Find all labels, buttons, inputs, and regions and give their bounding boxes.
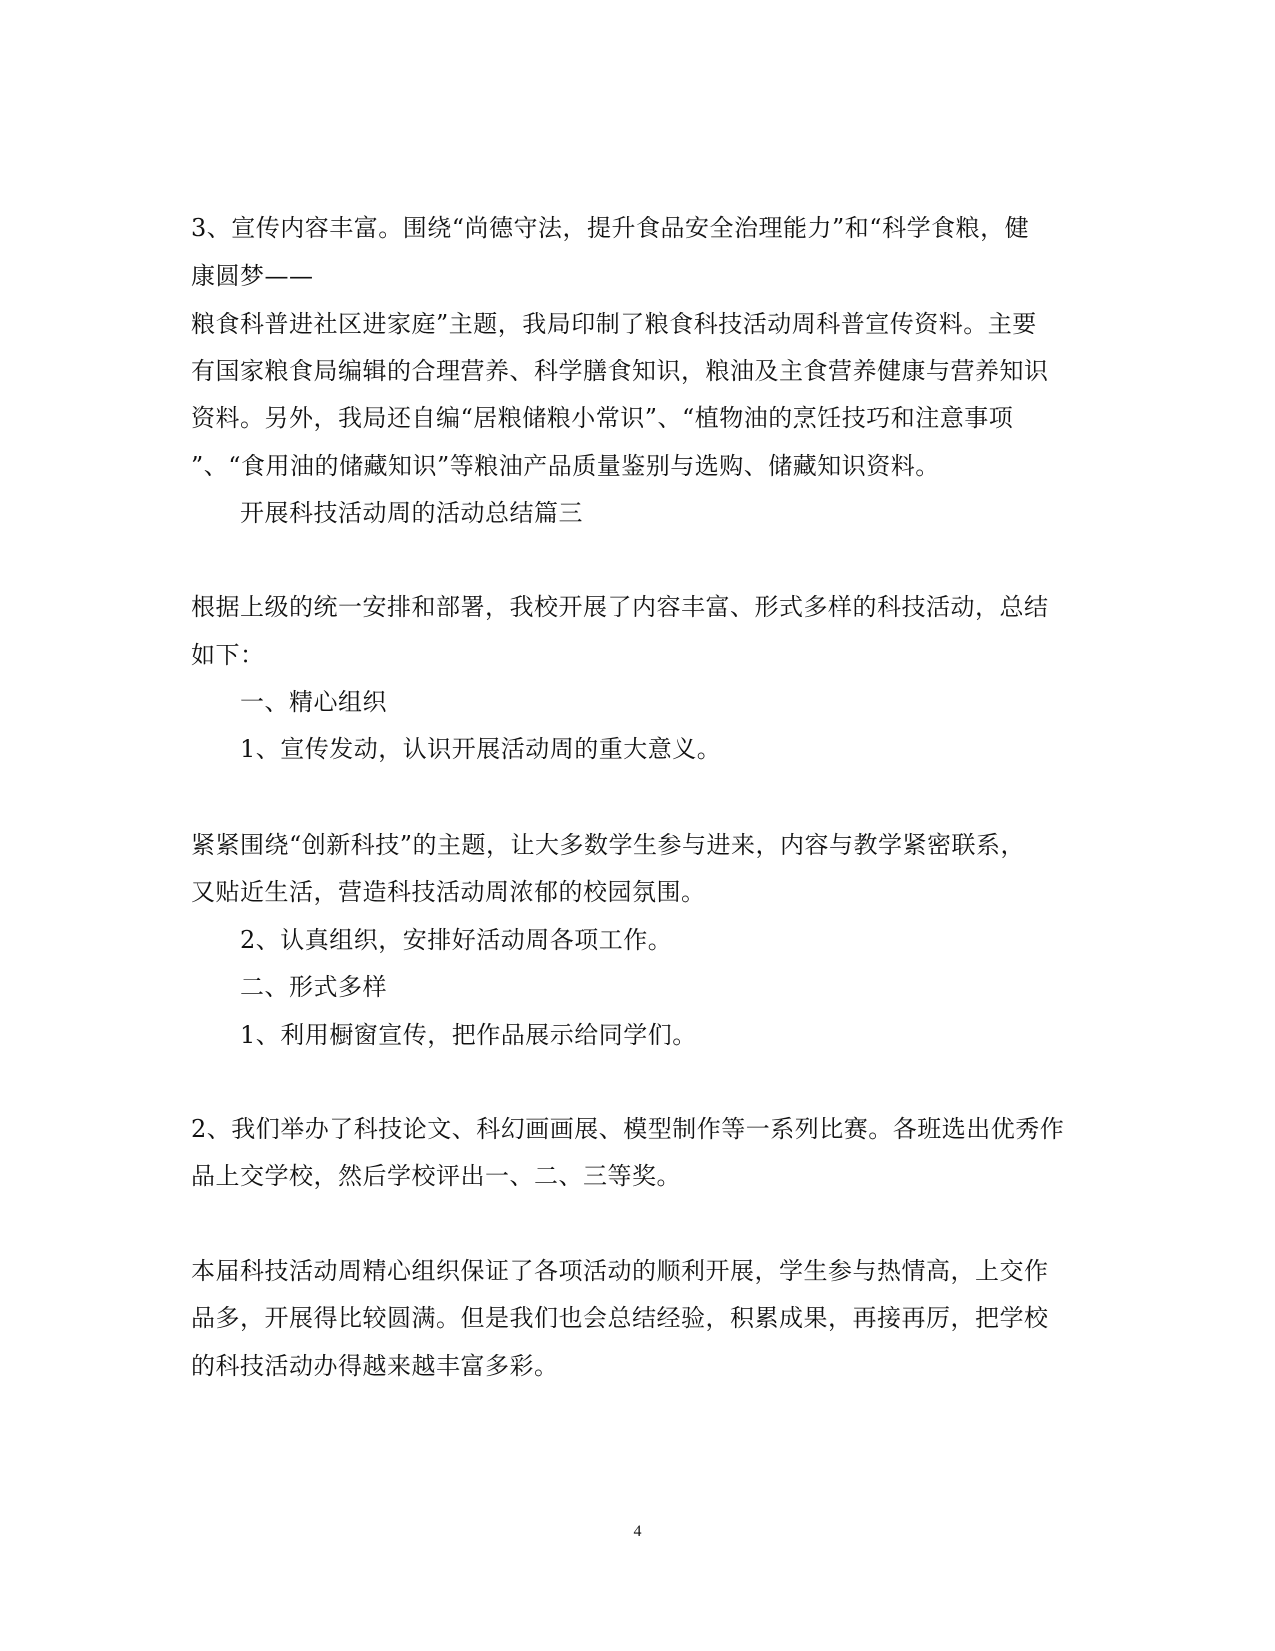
paragraph-line: 紧紧围绕“创新科技”的主题，让大多数学生参与进来，内容与教学紧密联系， [191,831,1026,859]
subheading: 二、形式多样 [240,973,387,1001]
paragraph-line: 粮食科普进社区进家庭”主题，我局印制了粮食科技活动周科普宣传资料。主要 [191,310,1037,338]
paragraph-line: 的科技活动办得越来越丰富多彩。 [191,1352,559,1380]
subheading: 一、精心组织 [240,688,387,716]
paragraph-line: 本届科技活动周精心组织保证了各项活动的顺利开展，学生参与热情高，上交作 [191,1257,1049,1285]
paragraph-line: 3、宣传内容丰富。围绕“尚德守法，提升食品安全治理能力”和“科学食粮，健 [191,214,1030,242]
section-heading: 开展科技活动周的活动总结篇三 [240,499,583,527]
paragraph-line: 资料。另外，我局还自编“居粮储粮小常识”、“植物油的烹饪技巧和注意事项 [191,404,1014,432]
paragraph-line: 有国家粮食局编辑的合理营养、科学膳食知识，粮油及主食营养健康与营养知识 [191,357,1049,385]
list-item: 2、认真组织，安排好活动周各项工作。 [240,926,673,954]
paragraph-line: 根据上级的统一安排和部署，我校开展了内容丰富、形式多样的科技活动，总结 [191,593,1049,621]
paragraph-line: 如下： [191,641,265,669]
paragraph-line: 品上交学校，然后学校评出一、二、三等奖。 [191,1162,681,1190]
paragraph-line: ”、“食用油的储藏知识”等粮油产品质量鉴别与选购、储藏知识资料。 [191,452,940,480]
list-item: 1、利用橱窗宣传，把作品展示给同学们。 [240,1021,697,1049]
paragraph-line: 2、我们举办了科技论文、科幻画画展、模型制作等一系列比赛。各班选出优秀作 [191,1115,1065,1143]
list-item: 1、宣传发动，认识开展活动周的重大意义。 [240,735,722,763]
paragraph-line: 康圆梦—— [191,262,314,290]
paragraph-line: 又贴近生活，营造科技活动周浓郁的校园氛围。 [191,878,706,906]
paragraph-line: 品多，开展得比较圆满。但是我们也会总结经验，积累成果，再接再厉，把学校 [191,1304,1049,1332]
page-number: 4 [633,1523,642,1540]
